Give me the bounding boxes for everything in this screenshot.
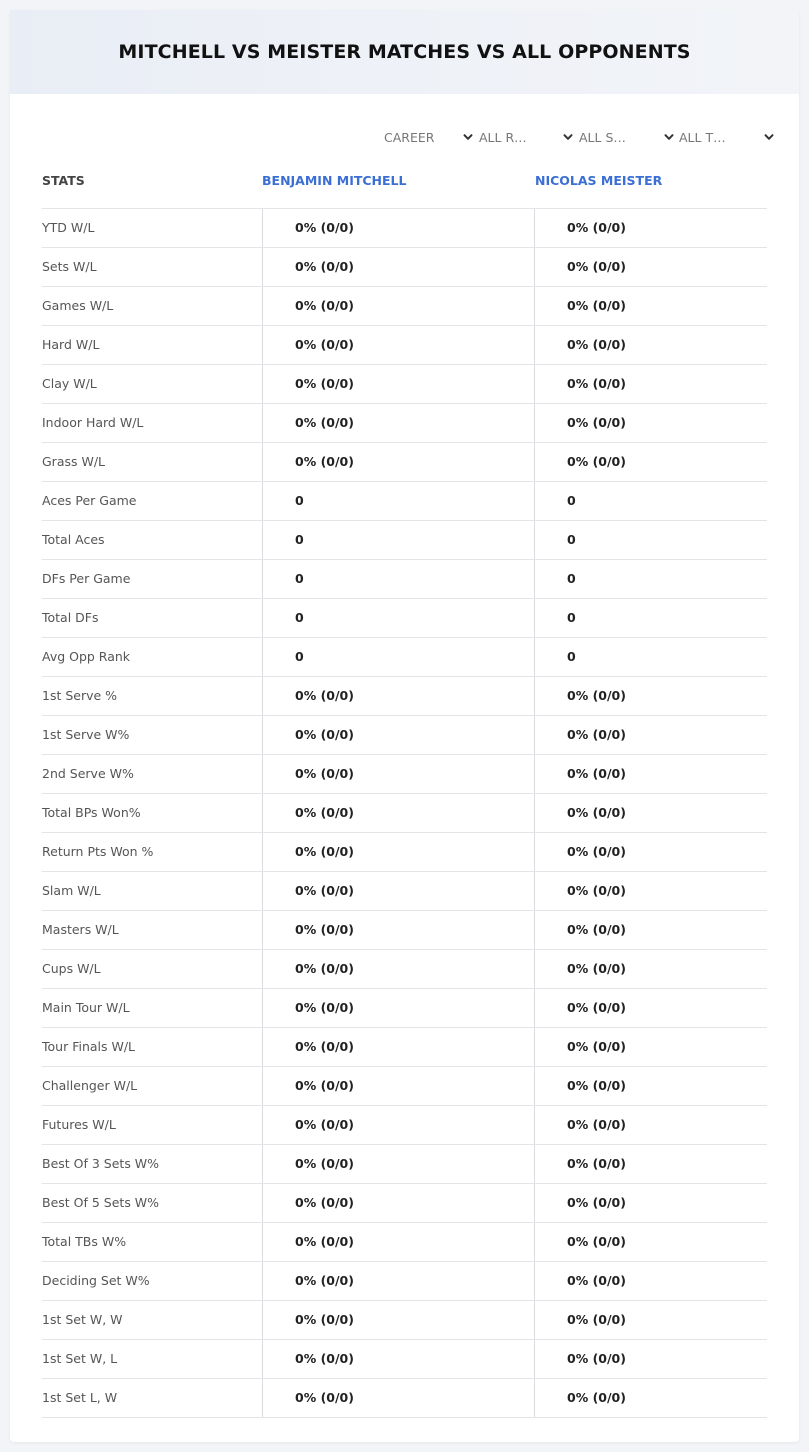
table-row (42, 716, 767, 755)
player1-value: 0% (0/0) (262, 755, 534, 793)
player1-value: 0% (0/0) (262, 326, 534, 364)
stat-label: Return Pts Won % (42, 844, 154, 859)
player2-value: 0% (0/0) (534, 1106, 767, 1144)
player2-value: 0% (0/0) (534, 911, 767, 949)
filter-tournament-select[interactable] (679, 126, 775, 148)
stat-label: Clay W/L (42, 376, 97, 391)
player2-value: 0% (0/0) (534, 989, 767, 1027)
stat-label: Total DFs (42, 610, 99, 625)
table-row (42, 911, 767, 950)
stat-label: Deciding Set W% (42, 1273, 150, 1288)
chevron-down-icon (763, 131, 775, 143)
filter-label: ALL T… (679, 129, 726, 145)
table-row (42, 1106, 767, 1145)
stat-label: Sets W/L (42, 259, 97, 274)
table-header (42, 170, 767, 208)
stat-label: Total BPs Won% (42, 805, 141, 820)
table-row (42, 794, 767, 833)
player2-value: 0% (0/0) (534, 404, 767, 442)
stat-label: 1st Set L, W (42, 1390, 118, 1405)
filter-round-select[interactable] (479, 126, 574, 148)
card-header (10, 10, 799, 94)
stat-label: 2nd Serve W% (42, 766, 134, 781)
filter-bar (380, 126, 769, 148)
table-row (42, 677, 767, 716)
filter-label: ALL S… (579, 129, 626, 145)
filter-label: ALL R… (479, 129, 527, 145)
stat-label: Best Of 5 Sets W% (42, 1195, 160, 1210)
player2-value: 0% (0/0) (534, 1379, 767, 1417)
player2-value: 0% (0/0) (534, 677, 767, 715)
table-row (42, 1301, 767, 1340)
player2-value: 0% (0/0) (534, 1223, 767, 1261)
table-row (42, 482, 767, 521)
player2-value: 0% (0/0) (534, 950, 767, 988)
stat-label: Total TBs W% (42, 1234, 127, 1249)
player2-value: 0% (0/0) (534, 1301, 767, 1339)
player2-value: 0 (534, 521, 767, 559)
player1-value: 0% (0/0) (262, 677, 534, 715)
stats-card (10, 10, 799, 1442)
table-row (42, 638, 767, 677)
player1-value: 0 (262, 521, 534, 559)
stat-label: Tour Finals W/L (42, 1039, 136, 1054)
stat-label: Futures W/L (42, 1117, 116, 1132)
table-row (42, 1145, 767, 1184)
player1-value: 0 (262, 482, 534, 520)
player1-value: 0% (0/0) (262, 833, 534, 871)
filter-period-select[interactable] (384, 126, 474, 148)
table-row (42, 1262, 767, 1301)
table-row (42, 209, 767, 248)
table-row (42, 287, 767, 326)
player2-value: 0% (0/0) (534, 755, 767, 793)
table-row (42, 1379, 767, 1418)
stat-label: Games W/L (42, 298, 114, 313)
player2-value: 0% (0/0) (534, 716, 767, 754)
table-row (42, 989, 767, 1028)
table-row (42, 521, 767, 560)
player2-value: 0% (0/0) (534, 1067, 767, 1105)
player2-value: 0% (0/0) (534, 1340, 767, 1378)
table-row (42, 560, 767, 599)
filter-label: CAREER (384, 129, 435, 145)
table-row (42, 1223, 767, 1262)
player1-value: 0% (0/0) (262, 404, 534, 442)
player2-value: 0% (0/0) (534, 794, 767, 832)
stats-table-body (42, 208, 767, 1418)
filter-surface-select[interactable] (579, 126, 675, 148)
player1-link[interactable]: BENJAMIN MITCHELL (262, 173, 407, 188)
player1-value: 0% (0/0) (262, 1340, 534, 1378)
player2-value: 0 (534, 560, 767, 598)
player1-value: 0% (0/0) (262, 950, 534, 988)
player1-value: 0% (0/0) (262, 911, 534, 949)
player2-value: 0% (0/0) (534, 1028, 767, 1066)
player2-value: 0% (0/0) (534, 1262, 767, 1300)
player1-value: 0% (0/0) (262, 443, 534, 481)
player1-value: 0% (0/0) (262, 989, 534, 1027)
stat-label: DFs Per Game (42, 571, 131, 586)
player1-value: 0% (0/0) (262, 1262, 534, 1300)
page-title: MITCHELL VS MEISTER MATCHES VS ALL OPPONENTS (118, 41, 691, 63)
player2-value: 0% (0/0) (534, 287, 767, 325)
table-row (42, 1028, 767, 1067)
player2-value: 0% (0/0) (534, 1145, 767, 1183)
stat-label: Best Of 3 Sets W% (42, 1156, 160, 1171)
stat-label: Grass W/L (42, 454, 106, 469)
player1-value: 0% (0/0) (262, 1028, 534, 1066)
chevron-down-icon (663, 131, 675, 143)
player2-value: 0 (534, 599, 767, 637)
stat-label: 1st Set W, L (42, 1351, 118, 1366)
chevron-down-icon (462, 131, 474, 143)
stat-label: Slam W/L (42, 883, 101, 898)
table-row (42, 326, 767, 365)
stat-label: Cups W/L (42, 961, 101, 976)
player1-value: 0% (0/0) (262, 209, 534, 247)
table-row (42, 755, 767, 794)
player1-value: 0% (0/0) (262, 794, 534, 832)
stat-label: YTD W/L (42, 220, 95, 235)
stat-label: Main Tour W/L (42, 1000, 130, 1015)
stat-label: 1st Set W, W (42, 1312, 123, 1327)
player1-value: 0% (0/0) (262, 248, 534, 286)
player2-value: 0% (0/0) (534, 365, 767, 403)
player1-value: 0% (0/0) (262, 365, 534, 403)
player1-value: 0 (262, 599, 534, 637)
player2-link[interactable]: NICOLAS MEISTER (535, 173, 663, 188)
stat-label: Avg Opp Rank (42, 649, 131, 664)
player2-value: 0% (0/0) (534, 833, 767, 871)
stats-column-header: STATS (42, 173, 85, 188)
player2-value: 0% (0/0) (534, 872, 767, 910)
player2-value: 0% (0/0) (534, 1184, 767, 1222)
player1-value: 0 (262, 560, 534, 598)
stat-label: Challenger W/L (42, 1078, 138, 1093)
player1-value: 0% (0/0) (262, 1184, 534, 1222)
player1-value: 0% (0/0) (262, 1301, 534, 1339)
player1-value: 0% (0/0) (262, 1067, 534, 1105)
player2-value: 0% (0/0) (534, 209, 767, 247)
player1-value: 0% (0/0) (262, 872, 534, 910)
table-row (42, 1340, 767, 1379)
table-row (42, 443, 767, 482)
table-row (42, 833, 767, 872)
chevron-down-icon (562, 131, 574, 143)
player1-value: 0% (0/0) (262, 1379, 534, 1417)
table-row (42, 872, 767, 911)
player1-value: 0% (0/0) (262, 716, 534, 754)
player2-value: 0% (0/0) (534, 248, 767, 286)
table-row (42, 404, 767, 443)
table-row (42, 599, 767, 638)
player1-value: 0% (0/0) (262, 1145, 534, 1183)
table-row (42, 365, 767, 404)
player2-value: 0% (0/0) (534, 326, 767, 364)
player2-value: 0 (534, 638, 767, 676)
table-row (42, 950, 767, 989)
table-row (42, 1184, 767, 1223)
stat-label: 1st Serve % (42, 688, 118, 703)
player1-value: 0% (0/0) (262, 287, 534, 325)
stat-label: 1st Serve W% (42, 727, 130, 742)
stat-label: Total Aces (42, 532, 105, 547)
stat-label: Masters W/L (42, 922, 119, 937)
table-row (42, 248, 767, 287)
stat-label: Aces Per Game (42, 493, 137, 508)
player2-value: 0% (0/0) (534, 443, 767, 481)
player1-value: 0% (0/0) (262, 1223, 534, 1261)
player1-value: 0% (0/0) (262, 1106, 534, 1144)
player2-value: 0 (534, 482, 767, 520)
stat-label: Hard W/L (42, 337, 100, 352)
player1-value: 0 (262, 638, 534, 676)
table-row (42, 1067, 767, 1106)
stat-label: Indoor Hard W/L (42, 415, 144, 430)
